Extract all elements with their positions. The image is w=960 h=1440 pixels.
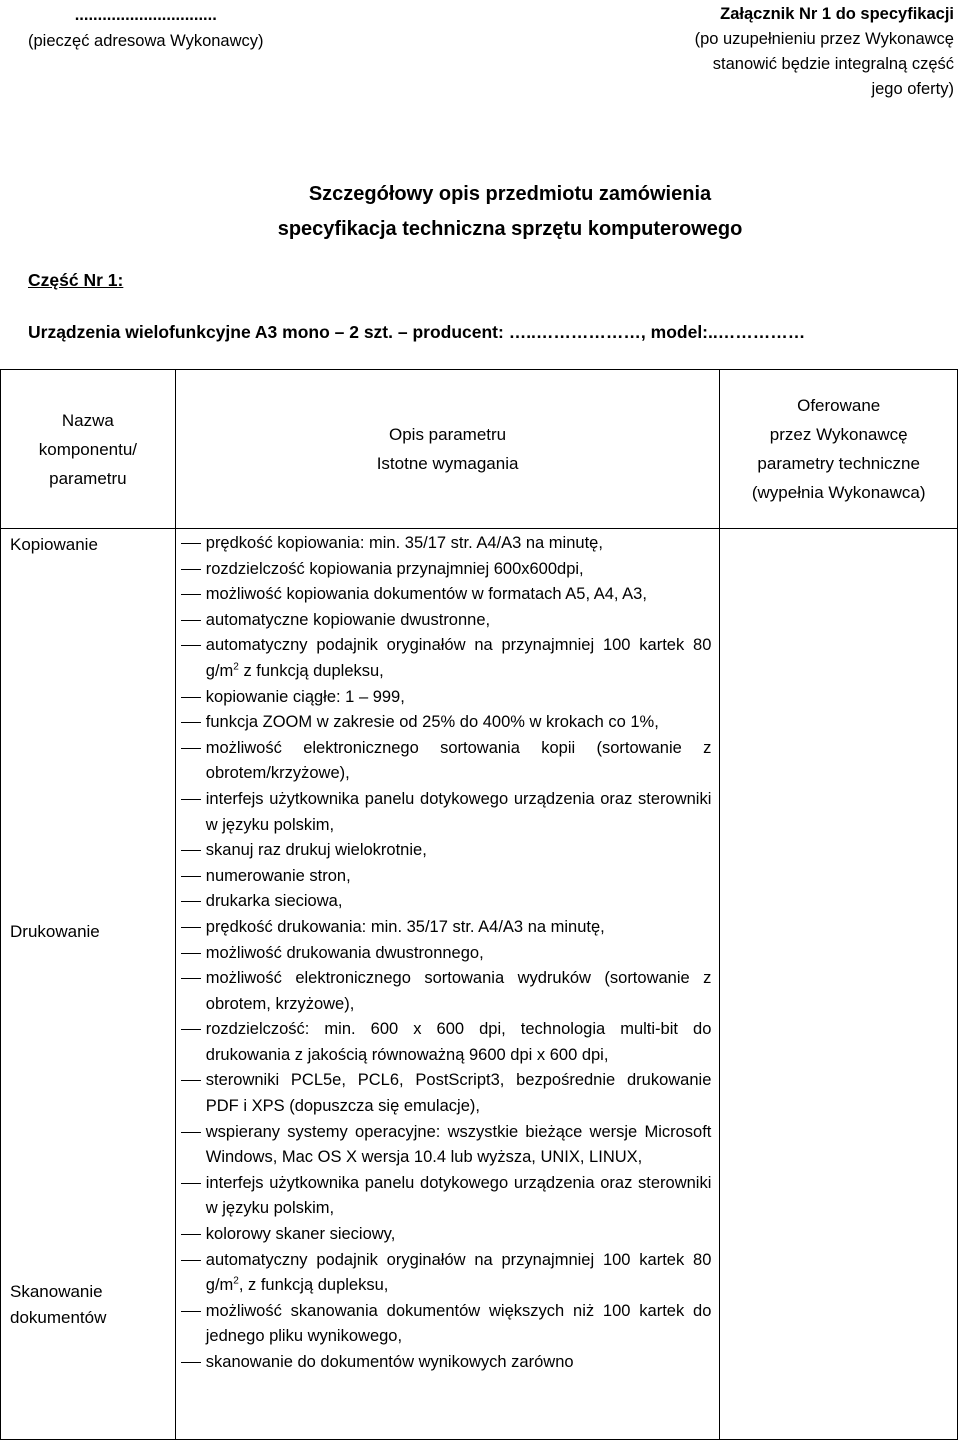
offered-cell[interactable] (720, 529, 958, 1440)
req-text: numerowanie stron, (205, 866, 351, 885)
req-text: skanuj raz drukuj wielokrotnie, (205, 841, 427, 860)
list-item (1, 838, 720, 864)
req-text: skanowanie do dokumentów wynikowych zarówno (205, 1353, 574, 1371)
list-item (1, 1299, 720, 1350)
list-item (1, 1248, 720, 1299)
req-text: wspierany systemy operacyjne: wszystkie bieżące wersje Microsoft Windows, Mac OS X wersja 10.4 lub wyższa, UNIX, LINUX, (205, 1122, 712, 1167)
header-offered-line: Oferowane (797, 396, 881, 415)
header-component-line: komponentu/ (38, 439, 138, 459)
list-item (1, 941, 720, 967)
list-item (1, 1350, 720, 1376)
table-body-row (1, 529, 958, 1440)
list-item (1, 1120, 720, 1171)
req-text: kolorowy skaner sieciowy, (205, 1225, 396, 1244)
list-item (1, 685, 720, 711)
document-title (0, 177, 960, 247)
part-label: Część Nr 1: (28, 270, 124, 290)
req-text: prędkość kopiowania: min. 35/17 str. A4/A3 na minutę, (205, 534, 603, 552)
req-text: automatyczny podajnik oryginałów na przynajmniej 100 kartek 80 g/m (205, 636, 712, 680)
component-copying: Kopiowanie (10, 535, 98, 554)
req-text: możliwość kopiowania dokumentów w formatach A5, A4, A3, (205, 585, 647, 604)
list-item (1, 557, 720, 583)
req-text: prędkość drukowania: min. 35/17 str. A4/A3 na minutę, (205, 917, 605, 936)
superscript: 2 (233, 1275, 239, 1287)
spec-table (0, 369, 958, 1440)
list-item (1, 531, 720, 557)
req-text: automatyczny podajnik oryginałów na przynajmniej 100 kartek 80 g/m (205, 1250, 712, 1295)
attachment-note-3: jego oferty) (871, 80, 954, 98)
req-text: możliwość elektronicznego sortowania wydruków (sortowanie z obrotem, krzyżowe), (205, 969, 712, 1013)
superscript: 2 (233, 661, 239, 673)
header-component-line: parametru (49, 468, 127, 488)
attachment-note-1: (po uzupełnieniu przez Wykonawcę (694, 30, 954, 48)
attachment-title: Załącznik Nr 1 do specyfikacji (720, 5, 954, 23)
req-text: interfejs użytkownika panelu dotykowego urządzenia oraz sterowniki w języku polskim, (205, 1173, 712, 1218)
list-item (1, 1017, 720, 1068)
header-description-line: Opis parametru (388, 425, 507, 444)
req-text: możliwość drukowania dwustronnego, (205, 943, 484, 962)
req-text: kopiowanie ciągłe: 1 – 999, (205, 687, 405, 706)
requirements-list (176, 531, 720, 1376)
requirements-cell (175, 529, 720, 1440)
attachment-block (695, 2, 954, 102)
list-item (1, 1222, 720, 1248)
device-line: Urządzenia wielofunkcyjne A3 mono – 2 szt. – producent: …..………………, model:..…………… (28, 322, 806, 342)
list-item (1, 710, 720, 736)
component-scanning-line: dokumentów (10, 1307, 107, 1327)
header-description (175, 370, 720, 529)
component-printing: Drukowanie (10, 922, 100, 941)
req-text: automatyczne kopiowanie dwustronne, (205, 610, 491, 629)
req-text: sterowniki PCL5e, PCL6, PostScript3, bezpośrednie drukowanie PDF i XPS (dopuszcza się emulacje), (205, 1071, 712, 1116)
list-item (1, 1171, 720, 1222)
req-text: możliwość skanowania dokumentów większych niż 100 kartek do jednego pliku wynikowego, (205, 1301, 712, 1346)
list-item (1, 864, 720, 890)
table-header-row (1, 370, 958, 529)
stamp-block (28, 2, 264, 54)
req-text: możliwość elektronicznego sortowania kopii (sortowanie z obrotem/krzyżowe), (205, 738, 712, 783)
header-description-line: Istotne wymagania (376, 454, 519, 473)
list-item (1, 915, 720, 941)
req-text: rozdzielczość: min. 600 x 600 dpi, technologia multi-bit do drukowania z jakością równoważną 9600 dpi x 600 dpi, (205, 1020, 712, 1064)
list-item (1, 633, 720, 684)
list-item (1, 736, 720, 787)
header-offered-line: (wypełnia Wykonawca) (751, 483, 926, 502)
list-item (1, 582, 720, 608)
list-item (1, 966, 720, 1017)
req-text: rozdzielczość kopiowania przynajmniej 600x600dpi, (205, 559, 584, 578)
list-item (1, 1068, 720, 1119)
header-offered-line: przez Wykonawcę (769, 425, 908, 444)
req-text: drukarka sieciowa, (205, 892, 343, 911)
header-offered-line: parametry techniczne (757, 454, 920, 473)
req-text: funkcja ZOOM w zakresie od 25% do 400% w krokach co 1%, (205, 713, 659, 732)
stamp-label: (pieczęć adresowa Wykonawcy) (28, 32, 264, 50)
title-line-1: Szczegółowy opis przedmiotu zamówienia (308, 183, 712, 205)
component-scanning-line: Skanowanie (10, 1282, 103, 1301)
title-line-2: specyfikacja techniczna sprzętu komputerowego (277, 218, 743, 240)
req-text: , z funkcją dupleksu, (238, 1276, 389, 1295)
req-text: z funkcją dupleksu, (243, 661, 384, 680)
attachment-note-2: stanowić będzie integralną część (712, 55, 954, 73)
list-item (1, 787, 720, 838)
header-component (1, 370, 176, 529)
list-item (1, 889, 720, 915)
list-item (1, 608, 720, 634)
header-component-line: Nazwa (61, 410, 114, 430)
stamp-dots: ............................... (74, 6, 217, 24)
req-text: interfejs użytkownika panelu dotykowego urządzenia oraz sterowniki w języku polskim, (205, 789, 712, 834)
header-offered (720, 370, 958, 529)
